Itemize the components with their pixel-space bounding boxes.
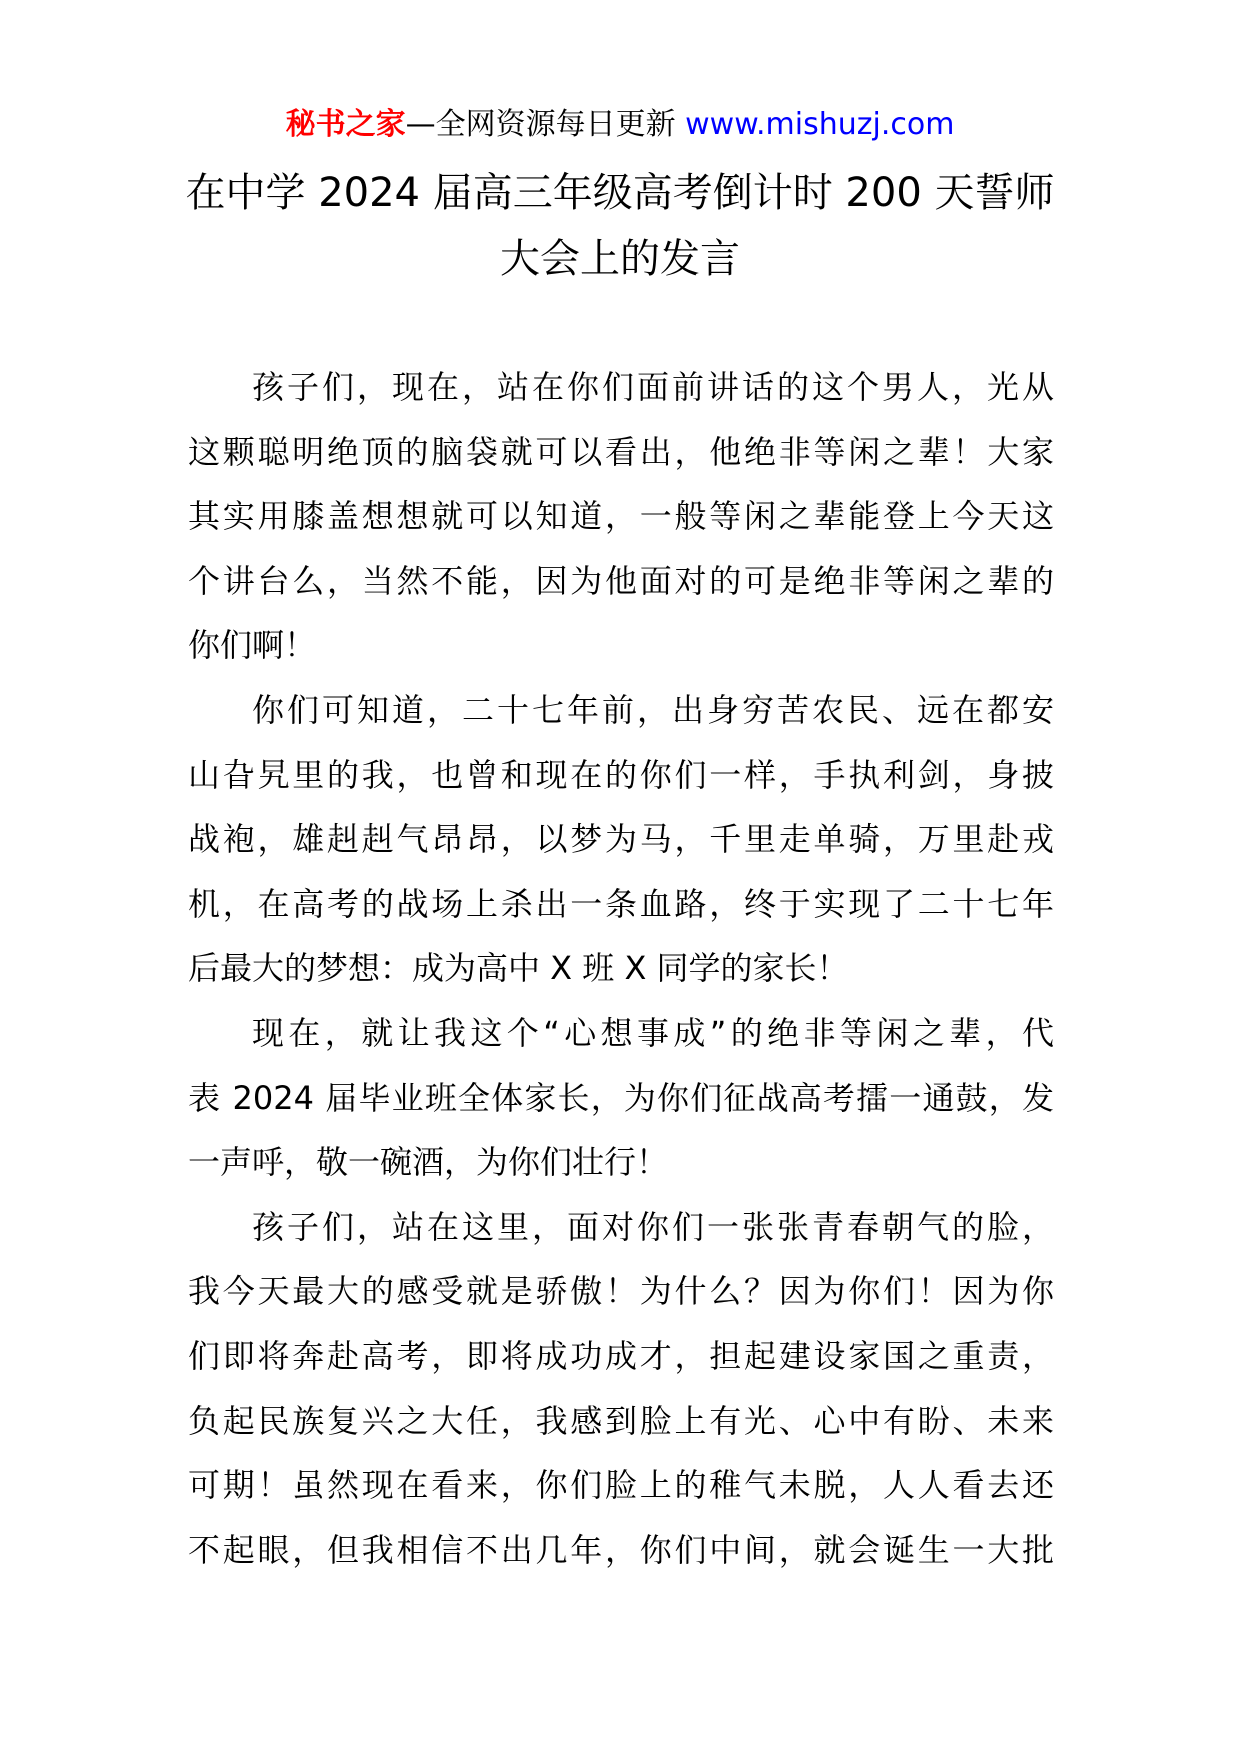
- body-line: 战袍，雄赳赳气昂昂，以梦为马，千里走单骑，万里赴戎: [188, 820, 1054, 859]
- body-line: 可期！虽然现在看来，你们脸上的稚气未脱，人人看去还: [188, 1466, 1054, 1505]
- site-header: [0, 100, 1240, 150]
- body-line: 负起民族复兴之大任，我感到脸上有光、心中有盼、未来: [188, 1401, 1054, 1440]
- body-line: 后最大的梦想：成为高中 X 班 X 同学的家长！: [188, 949, 849, 988]
- body-line: 你们可知道，二十七年前，出身穷苦农民、远在都安: [252, 690, 1054, 729]
- body-line: 不起眼，但我相信不出几年，你们中间，就会诞生一大批: [188, 1530, 1054, 1569]
- body-line: 们即将奔赴高考，即将成功成才，担起建设家国之重责，: [188, 1336, 1054, 1375]
- body-line: 一声呼，敬一碗酒，为你们壮行！: [188, 1143, 669, 1182]
- header-tagline: —全网资源每日更新: [405, 107, 686, 142]
- site-url-link[interactable]: www.mishuzj.com: [685, 107, 955, 142]
- body-line: 机，在高考的战场上杀出一条血路，终于实现了二十七年: [188, 884, 1054, 923]
- body-line: 山旮旯里的我，也曾和现在的你们一样，手执利剑，身披: [188, 755, 1054, 794]
- title-line-1: 在中学 2024 届高三年级高考倒计时 200 天誓师: [185, 170, 1055, 216]
- document-body: [188, 355, 1054, 1582]
- document-title: [140, 160, 1100, 292]
- body-line: 这颗聪明绝顶的脑袋就可以看出，他绝非等闲之辈！大家: [188, 432, 1054, 471]
- body-line: 孩子们，现在，站在你们面前讲话的这个男人，光从: [252, 368, 1054, 406]
- body-line: 其实用膝盖想想就可以知道，一般等闲之辈能登上今天这: [188, 497, 1054, 536]
- body-line: 我今天最大的感受就是骄傲！为什么？因为你们！因为你: [188, 1272, 1054, 1311]
- body-line: 现在，就让我这个“心想事成”的绝非等闲之辈，代: [252, 1013, 1054, 1052]
- body-line: 个讲台么，当然不能，因为他面对的可是绝非等闲之辈的: [188, 561, 1054, 600]
- body-line: 表 2024 届毕业班全体家长，为你们征战高考擂一通鼓，发: [188, 1078, 1054, 1117]
- title-line-2: 大会上的发言: [500, 236, 740, 282]
- body-line: 你们啊！: [188, 626, 317, 665]
- body-line: 孩子们，站在这里，面对你们一张张青春朝气的脸，: [252, 1207, 1054, 1246]
- brand-name: 秘书之家: [285, 107, 406, 142]
